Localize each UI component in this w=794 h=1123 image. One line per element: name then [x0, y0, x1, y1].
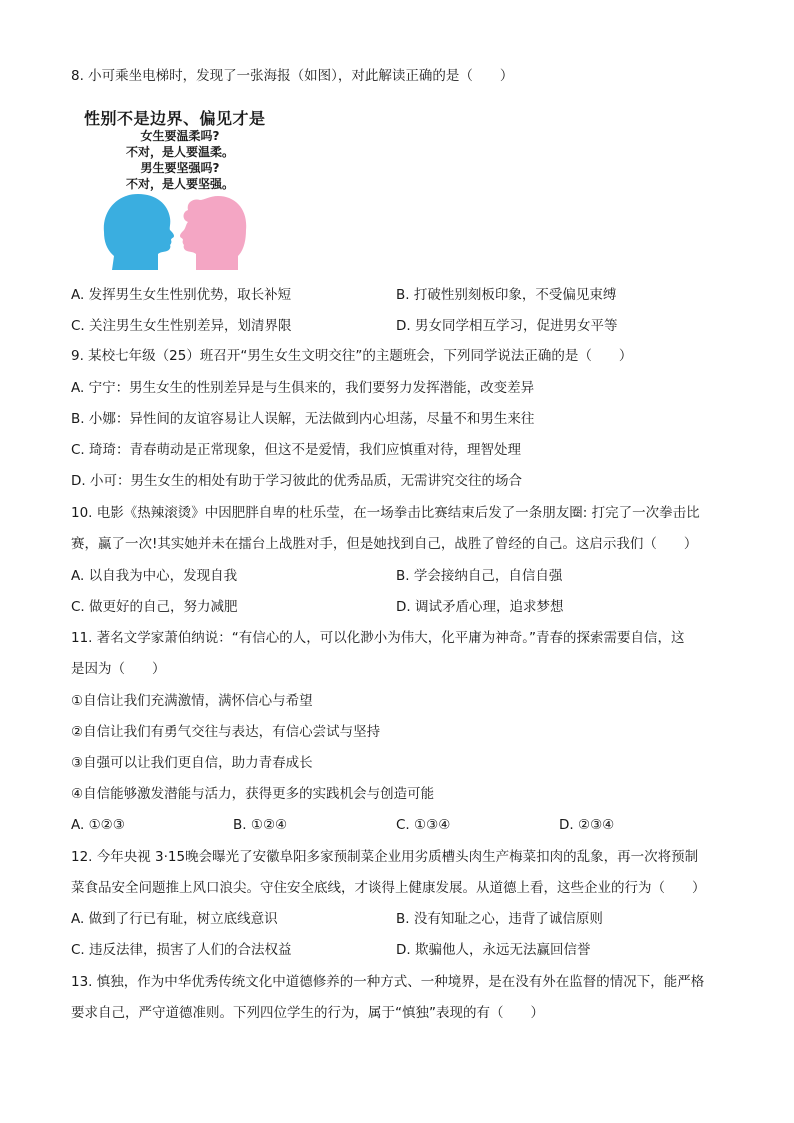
q12-stem-line-2: 菜食品安全问题推上风口浪尖。守住安全底线，才谈得上健康发展。从道德上看，这些企业的行为（ ）: [71, 880, 706, 896]
q12-option-b: B. 没有知耻之心，违背了诚信原则: [396, 911, 603, 927]
q8-option-a: A. 发挥男生女生性别优势，取长补短: [71, 287, 292, 303]
q9-option-c: C. 琦琦：青春萌动是正常现象，但这不是爱情，我们应慎重对待，理智处理: [71, 442, 522, 458]
q10-option-a: A. 以自我为中心，发现自我: [71, 568, 238, 584]
q8-option-b: B. 打破性别刻板印象，不受偏见束缚: [396, 287, 617, 303]
poster-line-2: 不对，是人要温柔。: [125, 145, 234, 159]
q11-option-a: A. ①②③: [71, 817, 125, 833]
q13-stem-line-1: 13. 慎独，作为中华优秀传统文化中道德修养的一种方式、一种境界，是在没有外在监督的情况下，能严格: [71, 974, 705, 990]
q10-stem-line-1: 10. 电影《热辣滚烫》中因肥胖自卑的杜乐莹，在一场拳击比赛结束后发了一条朋友圈: 打完了一次拳击比: [71, 505, 700, 521]
q11-item-2: ②自信让我们有勇气交往与表达，有信心尝试与坚持: [71, 724, 381, 740]
q11-option-b: B. ①②④: [233, 817, 288, 833]
poster-title: 性别不是边界、偏见才是: [84, 109, 266, 128]
q9-stem: 9. 某校七年级（25）班召开“男生女生文明交往”的主题班会，下列同学说法正确的是（ ）: [71, 348, 633, 364]
q12-option-c: C. 违反法律，损害了人们的合法权益: [71, 942, 292, 958]
q8-option-c: C. 关注男生女生性别差异，划清界限: [71, 318, 292, 334]
q12-stem-line-1: 12. 今年央视 3·15晚会曝光了安徽阜阳多家预制菜企业用劣质槽头肉生产梅菜扣肉的乱象，再一次将预制: [71, 849, 699, 865]
q11-stem-line-2: 是因为（ ）: [71, 661, 166, 677]
q9-option-d: D. 小可：男生女生的相处有助于学习彼此的优秀品质，无需讲究交往的场合: [71, 473, 522, 489]
male-head-silhouette: [104, 194, 174, 270]
poster-line-3: 男生要坚强吗?: [140, 161, 220, 175]
q11-option-c: C. ①③④: [396, 817, 451, 833]
q13-stem-line-2: 要求自己，严守道德准则。下列四位学生的行为，属于“慎独”表现的有（ ）: [71, 1005, 544, 1021]
q11-option-d: D. ②③④: [559, 817, 615, 833]
q11-item-3: ③自强可以让我们更自信，助力青春成长: [71, 755, 313, 771]
q9-option-b: B. 小娜：异性间的友谊容易让人误解，无法做到内心坦荡，尽量不和男生来往: [71, 411, 535, 427]
q8-stem: 8. 小可乘坐电梯时，发现了一张海报（如图），对此解读正确的是（ ）: [71, 68, 514, 84]
q12-option-d: D. 欺骗他人，永远无法赢回信誉: [396, 942, 591, 958]
q10-option-b: B. 学会接纳自己，自信自强: [396, 568, 563, 584]
face-to-face-heads-image: [98, 190, 258, 270]
q8-option-d: D. 男女同学相互学习，促进男女平等: [396, 318, 618, 334]
q10-option-d: D. 调试矛盾心理，追求梦想: [396, 599, 564, 615]
q10-stem-line-2: 赛，赢了一次!其实她并未在擂台上战胜对手，但是她找到自己，战胜了曾经的自己。这启示我们（ ）: [71, 536, 698, 552]
gender-poster: [84, 102, 284, 272]
q10-option-c: C. 做更好的自己，努力减肥: [71, 599, 238, 615]
q12-option-a: A. 做到了行已有耻，树立底线意识: [71, 911, 278, 927]
q9-option-a: A. 宁宁：男生女生的性别差异是与生俱来的，我们要努力发挥潜能，改变差异: [71, 380, 535, 396]
poster-line-1: 女生要温柔吗?: [140, 129, 220, 143]
female-head-silhouette: [180, 196, 246, 270]
q11-item-1: ①自信让我们充满激情，满怀信心与希望: [71, 693, 313, 709]
q11-item-4: ④自信能够激发潜能与活力，获得更多的实践机会与创造可能: [71, 786, 435, 802]
poster-line-4: 不对，是人要坚强。: [125, 177, 234, 191]
q11-stem-line-1: 11. 著名文学家萧伯纳说：“有信心的人，可以化渺小为伟大，化平庸为神奇。”青春的探索需要自信，这: [71, 630, 685, 646]
